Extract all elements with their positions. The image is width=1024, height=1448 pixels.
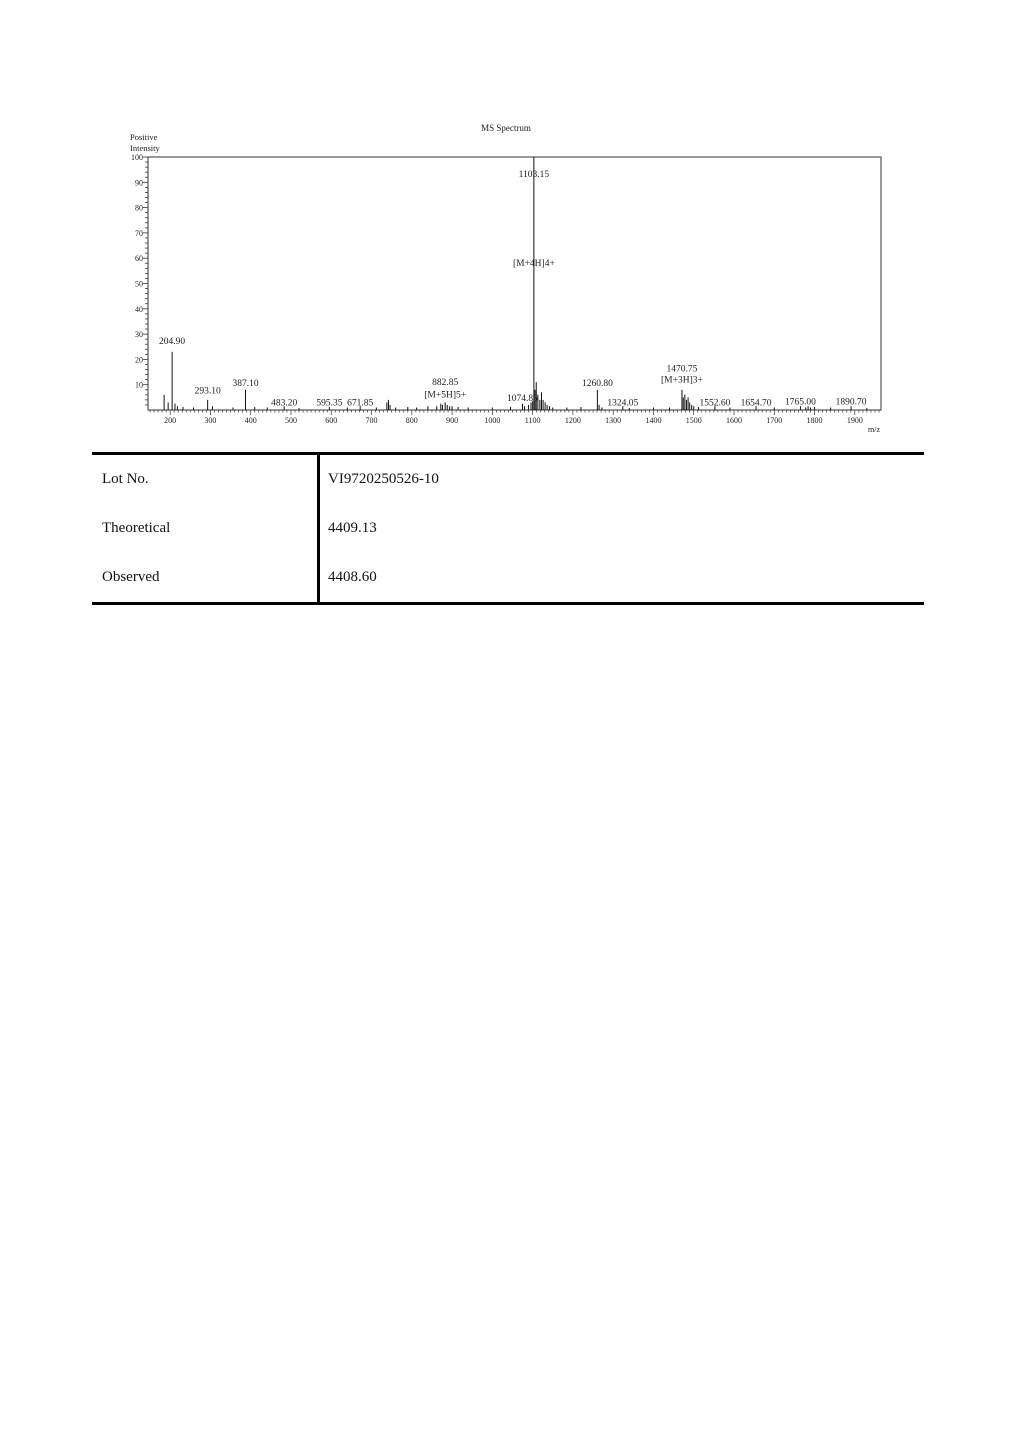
peak-label: 671.85 (347, 398, 374, 409)
observed-label: Observed (92, 553, 319, 604)
peak-label: 1552.60 (699, 398, 731, 409)
ms-spectrum-chart (0, 0, 1024, 445)
x-tick-label: 1200 (564, 416, 581, 425)
x-tick-label: 1800 (806, 416, 823, 425)
peak-label: 1103.15 (518, 170, 550, 181)
y-axis-ticks (131, 153, 148, 405)
theoretical-value: 4409.13 (328, 520, 377, 536)
x-tick-label: 200 (164, 416, 177, 425)
x-tick-label: 400 (244, 416, 257, 425)
peak-label: 1890.70 (835, 397, 867, 408)
peak-label: [M+3H]3+ (661, 375, 703, 386)
x-tick-label: 500 (284, 416, 297, 425)
peak-label: 483.20 (271, 398, 298, 409)
table-row-lot (92, 454, 924, 505)
x-tick-label: 300 (204, 416, 217, 425)
peak-label: 1074.85 (507, 394, 538, 405)
table-row-observed (92, 553, 924, 604)
y-tick-label: 30 (135, 330, 143, 340)
x-axis-label: m/z (868, 425, 880, 434)
peak-label: 1654.70 (740, 398, 772, 409)
x-tick-label: 600 (325, 416, 338, 425)
y-tick-label: 60 (135, 254, 143, 264)
spectrum-peaks (164, 157, 867, 410)
x-axis-ticks (150, 410, 879, 425)
x-tick-label: 1900 (846, 416, 863, 425)
chart-title: MS Spectrum (481, 123, 531, 133)
x-tick-label: 1600 (725, 416, 742, 425)
result-table (92, 452, 924, 605)
peak-label: 293.10 (194, 386, 221, 397)
y-tick-label: 70 (135, 228, 143, 238)
x-tick-label: 1100 (524, 416, 541, 425)
y-tick-label: 90 (135, 178, 143, 188)
lot-label: Lot No. (92, 454, 319, 505)
y-axis-label: Positive Intensity (130, 132, 160, 153)
y-tick-label: 100 (131, 153, 143, 162)
peak-label: 595.35 (316, 398, 343, 409)
x-tick-label: 1700 (766, 416, 783, 425)
x-tick-label: 800 (405, 416, 418, 425)
x-tick-label: 900 (446, 416, 459, 425)
theoretical-label: Theoretical (92, 504, 319, 553)
peak-label: 387.10 (232, 378, 259, 389)
lot-value: VI9720250526-10 (319, 454, 925, 505)
peak-label: 1470.75 (666, 364, 698, 375)
peak-label: 1260.80 (581, 378, 613, 389)
y-tick-label: 20 (135, 355, 143, 365)
y-tick-label: 10 (135, 380, 143, 390)
peak-labels (159, 170, 867, 408)
y-tick-label: 80 (135, 203, 143, 213)
peak-label: 1324.05 (607, 398, 639, 409)
table-row-theoretical (92, 504, 924, 553)
x-tick-label: 1300 (605, 416, 622, 425)
x-tick-label: 1400 (645, 416, 662, 425)
x-tick-label: 1000 (484, 416, 501, 425)
peak-label: [M+5H]5+ (424, 390, 467, 401)
peak-label: 882.85 (432, 378, 459, 389)
peak-label: 1765.00 (785, 397, 816, 408)
y-tick-label: 50 (135, 279, 143, 289)
peak-label: [M+4H]4+ (512, 258, 555, 269)
observed-value: 4408.60 (319, 553, 925, 604)
x-tick-label: 700 (365, 416, 378, 425)
plot-frame (148, 157, 881, 410)
x-tick-label: 1500 (685, 416, 702, 425)
peak-label: 204.90 (159, 337, 186, 348)
y-tick-label: 40 (135, 304, 143, 314)
